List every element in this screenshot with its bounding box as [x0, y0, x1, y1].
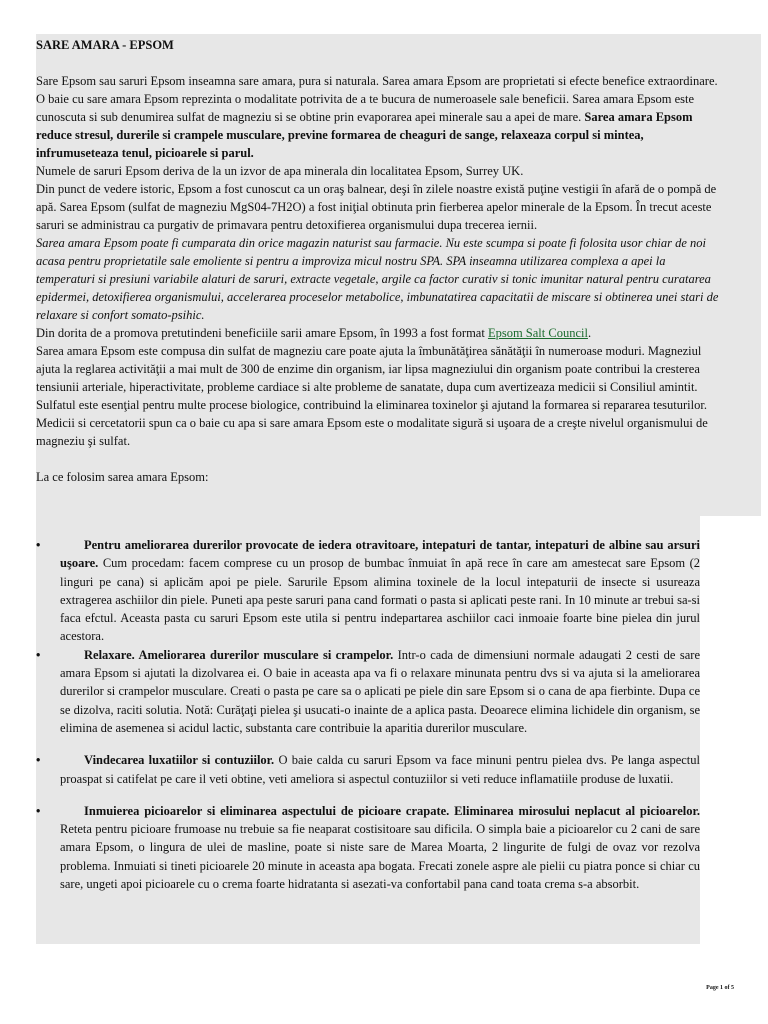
document-title: SARE AMARA - EPSOM: [36, 38, 174, 52]
paragraph-history: Din punct de vedere istoric, Epsom a fost cunoscut ca un oraş balnear, deşi în zilele noastre există puţine vestigii în afară de o pompă de apă. Sarea Epsom (sulfat de magneziu MgS04-7H2O) a fost iniţial obtinuta prin fierberea apelor minerale de la Epsom. În trecut aceste saruri se administrau ca purgativ de primavara pentru detoxifierea organismului dupa trecerea iernii.: [36, 182, 717, 232]
paragraph-council-end: .: [587, 326, 592, 340]
page-number: Page 1 of 5: [706, 985, 734, 991]
list-item-text: O baie calda cu saruri Epsom va face minuni pentru pielea dvs. Pe langa aspectul proaspat si catifelat pe care il veti obtine, veti ameliora si aspectul contuziilor si veti reduce inflamatiile produse de luxatii.: [60, 753, 700, 786]
list-item: [36, 536, 700, 646]
paragraph-benefits: Sarea amara Epsom este compusa din sulfat de magneziu care poate ajuta la îmbunătăţirea sănătăţii în numeroase moduri. Magneziul ajuta la reglarea activităţii a mai mult de 300 de enzime din organism, iar lipsa magneziului din organism poate contribui la cresterea tensiunii arteriale, hiperactivitate, probleme cardiace si alte probleme de sanatate, dupa cum avertizeaza medicii si Consiliul amintit. Sulfatul este esenţial pentru multe procese biologice, contribuind la eliminarea toxinelor şi ajutand la formarea si repararea tesuturilor. Medicii si cercetatorii spun ca o baie cu apa si sare amara Epsom este o modalitate sigură si uşoara de a creşte nivelul organismului de magneziu şi sulfat.: [36, 344, 708, 448]
list-item-heading: Relaxare. Ameliorarea durerilor musculare si crampelor.: [84, 647, 394, 662]
paragraph-intro: [36, 72, 726, 162]
uses-list: [36, 536, 700, 893]
paragraph-council-text: Din dorita de a promova pretutindeni beneficiile sarii amare Epsom, în 1993 a fost format: [36, 326, 485, 340]
list-item: [36, 646, 700, 737]
list-item-text: Cum procedam: facem comprese cu un prosop de bumbac înmuiat în apă rece în care am amestecat sare Epsom (2 linguri pe cana) si aplicăm apoi pe piele. Sarurile Epsom alimina toxinele de la locul intepaturii de insecte si usureaza extragerea aschiilor din piele. Puneti apa peste saruri pana cand formati o pasta si aplicati peste rani. In 10 minute ar trebui sa-si faca efctul. Aceasta pasta cu saruri Epsom este utila si pentru indepartarea aschiilor caci inmoaie foarte bine pielea din jurul acestora.: [60, 556, 700, 644]
document-body: [36, 36, 726, 486]
paragraph-spa: Sarea amara Epsom poate fi cumparata din orice magazin naturist sau farmacie. Nu este scumpa si poate fi folosita usor chiar de noi acasa pentru proprietatile sale emoliente si pentru a improviza micul nostru SPA. SPA inseamna utilizarea complexa a apei la temperaturi si presiuni variabile alaturi de saruri, extracte vegetale, argile ca factor curativ si tonic imunitar natural pentru curatarea epidermei, detoxifierea organismului, accelerarea proceselor metabolice, imbunatatirea capacitatii de miscare si obtinerea unei stari de relaxare si confort somato-psihic.: [36, 236, 719, 322]
list-item-heading: Inmuierea picioarelor si eliminarea aspectului de picioare crapate. Eliminarea mirosului neplacut al picioarelor.: [84, 803, 700, 818]
paragraph-intro-bold: Sarea amara Epsom reduce stresul, durerile si crampele musculare, previne formarea de cheaguri de sange, relaxeaza corpul si mintea, infrumuseteaza tenul, picioarele si parul.: [36, 110, 693, 160]
list-item-text: Intr-o cada de dimensiuni normale adaugati 2 cesti de sare amara Epsom si ajutati la dizolvarea ei. O baie in aceasta apa va fi o relaxare minunata pentru dvs si va ajuta si la ameliorarea durerilor si crampelor musculare. Creati o pasta pe care sa o aplicati pe piele din sare Epsom si o cana de apa fierbinte. Dupa ce se dizolva, raciti solutia. Notă: Curăţaţi pielea şi usucati-o inainte de a aplica pasta. Deoarece elimina lichidele din organism, se elimina de asemenea si acidul lactic, substanta care contribuie la aparitia durerilor musculare.: [60, 647, 701, 735]
list-item: [36, 802, 700, 893]
paragraph-intro-text: Sare Epsom sau saruri Epsom inseamna sare amara, pura si naturala. Sarea amara Epsom are proprietati si efecte benefice extraordinare. O baie cu sare amara Epsom reprezinta o modalitate potrivita de a te bucura de numeroasele sale beneficii. Sarea amara Epsom este cunoscuta si sub denumirea sulfat de magneziu si se obtine prin evaporarea apei minerale sau a apei de mare.: [36, 74, 718, 124]
list-item-text: Reteta pentru picioare frumoase nu trebuie sa fie neaparat costisitoare sau dificila. O simpla baie a picioarelor cu 2 cani de sare amara Epsom, o lingura de ulei de masline, poate si niste sare de Marea Moarta, 2 lingurite de fulgi de ovaz vor rezolva problema. Inmuiati si tineti picioarele 20 minute in aceasta apa bogata. Frecati zonele aspre ale pielii cu piatra ponce si chiar cu sare, ungeti apoi picioarele cu o crema foarte hidratanta si asezati-va confortabil pana cand toata crema s-a absorbit.: [60, 822, 700, 892]
list-item-heading: Pentru ameliorarea durerilor provocate de iedera otravitoare, intepaturi de tantar, intepaturi de albine sau arsuri uşoare.: [60, 538, 700, 571]
list-item: [36, 751, 700, 788]
paragraph-council: [36, 324, 726, 342]
list-intro: La ce folosim sarea amara Epsom:: [36, 470, 209, 484]
paragraph-origin: Numele de saruri Epsom deriva de la un izvor de apa minerala din localitatea Epsom, Surrey UK.: [36, 164, 524, 178]
list-item-heading: Vindecarea luxatiilor si contuziilor.: [84, 753, 275, 768]
epsom-salt-council-link[interactable]: Epsom Salt Council: [487, 326, 588, 340]
